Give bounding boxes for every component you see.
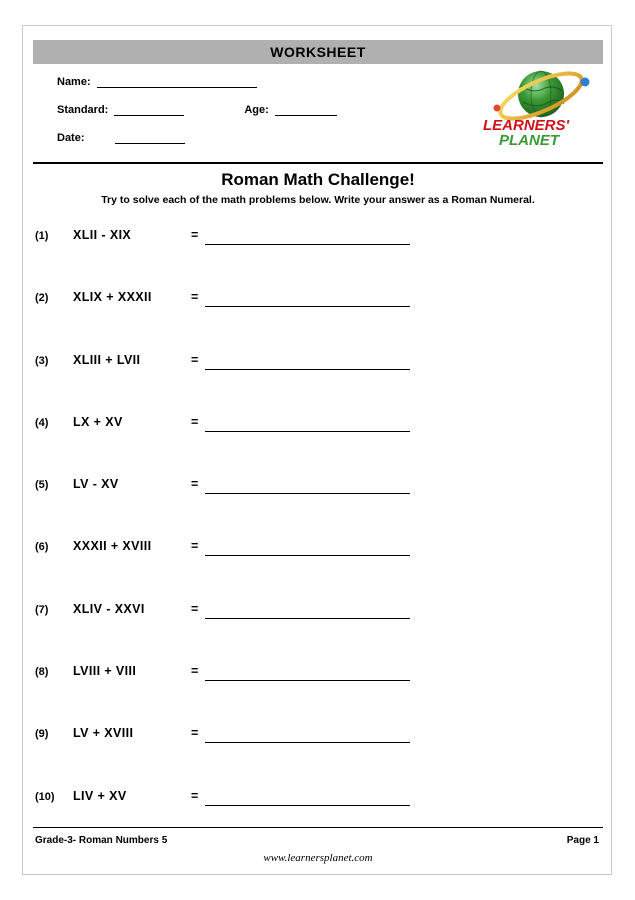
problem-row [23,658,613,720]
problem-row [23,471,613,533]
problem-row [23,409,613,471]
answer-field[interactable] [205,244,410,245]
problem-expression: XXXII + XVIII [73,539,152,554]
date-field[interactable] [115,132,185,144]
answer-field[interactable] [205,555,410,556]
standard-field[interactable] [114,104,184,116]
answer-field[interactable] [205,306,410,307]
problem-expression: LV - XV [73,477,119,492]
equals-sign: = [191,664,199,679]
equals-sign: = [191,539,199,554]
problem-number: (2) [35,292,49,305]
equals-sign: = [191,414,199,429]
problem-number: (6) [35,541,49,554]
equals-sign: = [191,352,199,367]
footer-page-number: Page 1 [566,835,599,846]
age-label: Age: [244,104,269,116]
answer-field[interactable] [205,618,410,619]
date-label: Date: [57,132,85,144]
page-subtitle: Try to solve each of the math problems below. Write your answer as a Roman Numeral. [101,194,535,206]
problem-expression: LV + XVIII [73,726,134,741]
student-info-block [57,72,457,156]
standard-age-row [57,100,457,116]
problem-expression: XLIX + XXXII [73,290,152,305]
answer-field[interactable] [205,369,410,370]
date-row [57,128,457,144]
answer-field[interactable] [205,493,410,494]
equals-sign: = [191,228,199,242]
problem-expression: LX + XV [73,414,123,429]
problem-row [23,596,613,658]
problem-row [23,533,613,595]
problem-number: (1) [35,230,49,242]
problem-list [23,222,613,845]
banner-title: WORKSHEET [270,44,366,60]
problem-expression: XLIII + LVII [73,352,141,367]
problem-expression: LVIII + VIII [73,664,137,679]
equals-sign: = [191,726,199,741]
problem-number: (10) [35,790,55,803]
problem-row [23,347,613,409]
answer-field[interactable] [205,680,410,681]
problem-number: (4) [35,416,49,429]
name-label: Name: [57,76,91,88]
problem-row [23,284,613,346]
name-field[interactable] [97,76,257,88]
worksheet-banner [33,40,603,64]
equals-sign: = [191,788,199,803]
header-divider [33,162,603,164]
equals-sign: = [191,601,199,616]
svg-text:PLANET: PLANET [499,132,559,149]
problem-number: (8) [35,666,49,679]
equals-sign: = [191,477,199,492]
age-field[interactable] [275,104,337,116]
problem-expression: LIV + XV [73,788,127,803]
svg-text:LEARNERS': LEARNERS' [483,117,570,134]
footer-website: www.learnersplanet.com [263,852,373,864]
page-title: Roman Math Challenge! [221,170,415,189]
problem-expression: XLII - XIX [73,228,132,242]
problem-number: (5) [35,479,49,492]
equals-sign: = [191,290,199,305]
worksheet-sheet [22,25,612,875]
problem-number: (3) [35,354,49,367]
problem-number: (9) [35,728,49,741]
problem-expression: XLIV - XXVI [73,601,145,616]
footer-divider [33,827,603,828]
answer-field[interactable] [205,431,410,432]
name-row [57,72,457,88]
problem-number: (7) [35,603,49,616]
answer-field[interactable] [205,742,410,743]
standard-label: Standard: [57,104,109,116]
learners-planet-logo [475,68,597,152]
answer-field[interactable] [205,805,410,806]
problem-row [23,720,613,782]
footer-left-text: Grade-3- Roman Numbers 5 [35,835,168,846]
problem-row [23,222,613,284]
